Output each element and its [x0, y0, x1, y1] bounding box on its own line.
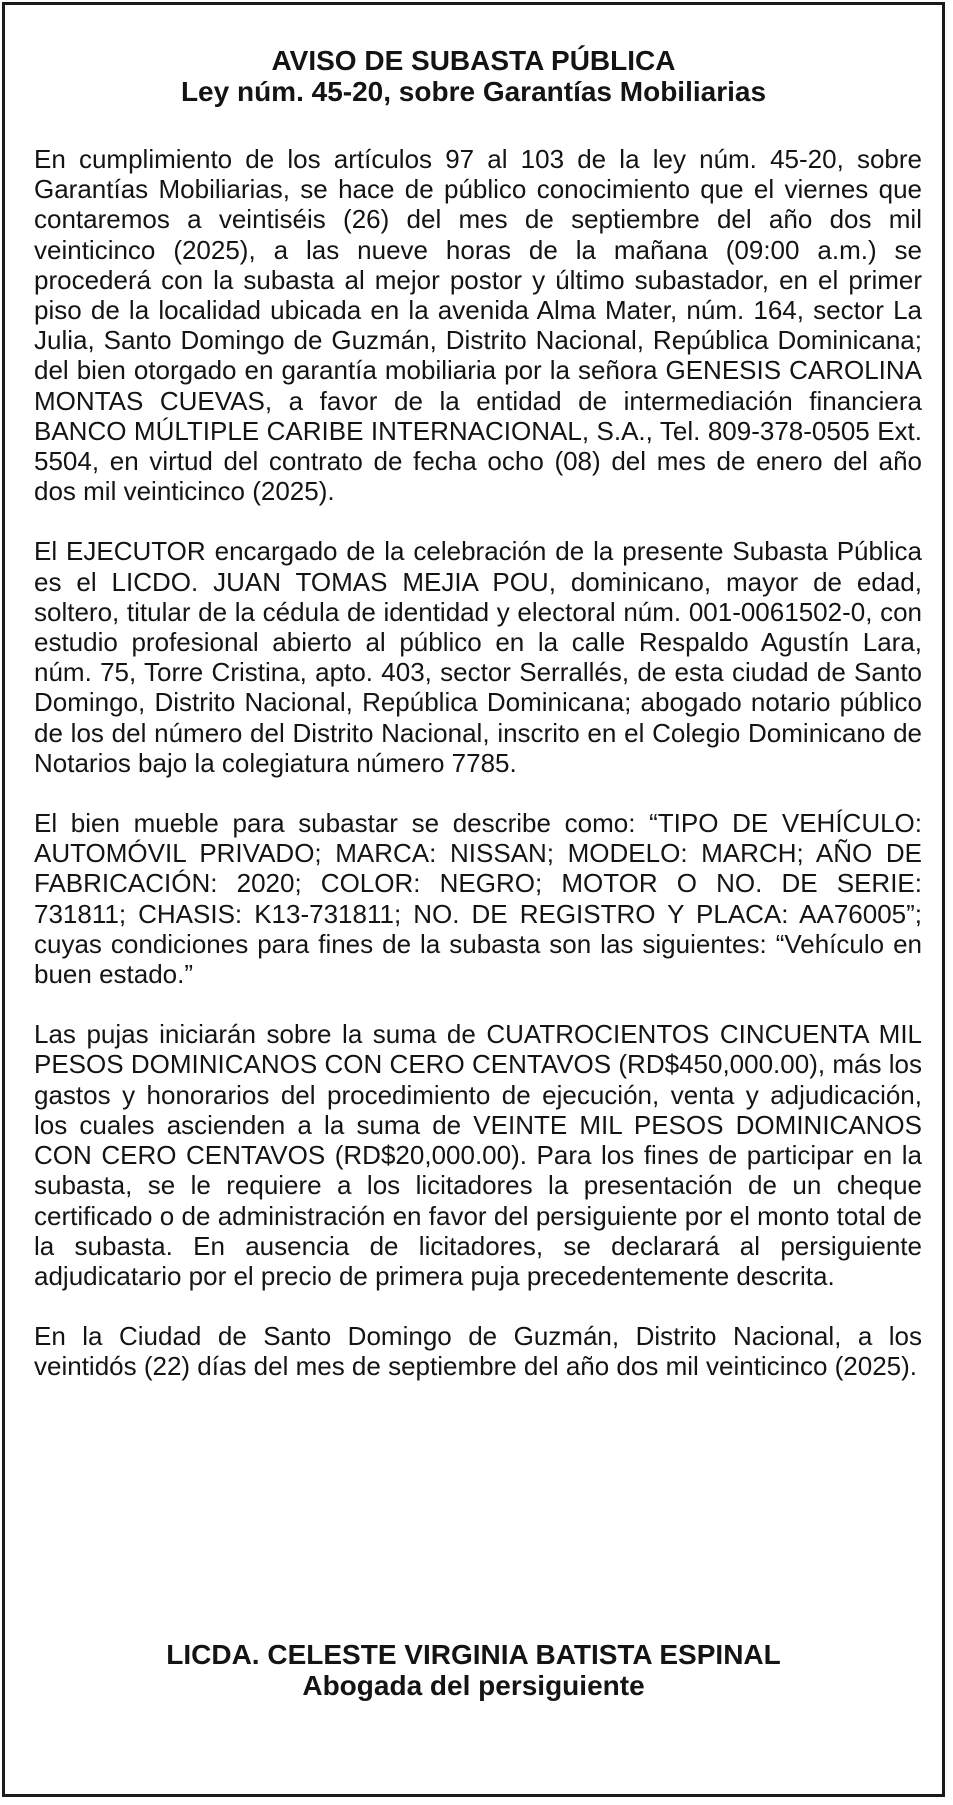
- signature-block: [5, 1639, 942, 1701]
- notice-subtitle: Ley núm. 45-20, sobre Garantías Mobiliarias: [180, 76, 767, 107]
- notice-body: [34, 144, 922, 1412]
- signature-role: Abogada del persiguiente: [302, 1670, 645, 1701]
- paragraph-place-date: En la Ciudad de Santo Domingo de Guzmán, Distrito Nacional, a los veintidós (22) días del mes de septiembre del año dos mil veinticinco (2025).: [34, 1321, 922, 1382]
- paragraph-bidding-terms: Las pujas iniciarán sobre la suma de CUATROCIENTOS CINCUENTA MIL PESOS DOMINICANOS CON CERO CENTAVOS (RD$450,000.00), más los gastos y honorarios del procedimiento de ejecución, venta y adjudicación, los cuales ascienden a la suma de VEINTE MIL PESOS DOMINICANOS CON CERO CENTAVOS (RD$20,000.00). Para los fines de participar en la subasta, se le requiere a los licitadores la presentación de un cheque certificado o de administración en favor del persiguiente por el monto total de la subasta. En ausencia de licitadores, se declarará al persiguiente adjudicatario por el precio de primera puja precedentemente descrita.: [34, 1019, 922, 1291]
- paragraph-announcement: En cumplimiento de los artículos 97 al 103 de la ley núm. 45-20, sobre Garantías Mobiliarias, se hace de público conocimiento que el viernes que contaremos a veintiséis (26) del mes de septiembre del año dos mil veinticinco (2025), a las nueve horas de la mañana (09:00 a.m.) se procederá con la subasta al mejor postor y último subastador, en el primer piso de la localidad ubicada en la avenida Alma Mater, núm. 164, sector La Julia, Santo Domingo de Guzmán, Distrito Nacional, República Dominicana; del bien otorgado en garantía mobiliaria por la señora GENESIS CAROLINA MONTAS CUEVAS, a favor de la entidad de intermediación financiera BANCO MÚLTIPLE CARIBE INTERNACIONAL, S.A., Tel. 809-378-0505 Ext. 5504, en virtud del contrato de fecha ocho (08) del mes de enero del año dos mil veinticinco (2025).: [34, 144, 922, 507]
- paragraph-asset-description: El bien mueble para subastar se describe como: “TIPO DE VEHÍCULO: AUTOMÓVIL PRIVADO; MARCA: NISSAN; MODELO: MARCH; AÑO DE FABRICACIÓN: 2020; COLOR: NEGRO; MOTOR O NO. DE SERIE: 731811; CHASIS: K13-731811; NO. DE REGISTRO Y PLACA: AA76005”; cuyas condiciones para fines de la subasta son las siguientes: “Vehículo en buen estado.”: [34, 808, 922, 990]
- auction-notice: [2, 2, 945, 1797]
- notice-title: AVISO DE SUBASTA PÚBLICA: [271, 45, 676, 76]
- paragraph-executor: El EJECUTOR encargado de la celebración de la presente Subasta Pública es el LICDO. JUAN TOMAS MEJIA POU, dominicano, mayor de edad, soltero, titular de la cédula de identidad y electoral núm. 001-0061502-0, con estudio profesional abierto al público en la calle Respaldo Agustín Lara, núm. 75, Torre Cristina, apto. 403, sector Serrallés, de esta ciudad de Santo Domingo, Distrito Nacional, República Dominicana; abogado notario público de los del número del Distrito Nacional, inscrito en el Colegio Dominicano de Notarios bajo la colegiatura número 7785.: [34, 536, 922, 778]
- notice-header: [5, 45, 942, 107]
- signature-name: LICDA. CELESTE VIRGINIA BATISTA ESPINAL: [166, 1639, 781, 1670]
